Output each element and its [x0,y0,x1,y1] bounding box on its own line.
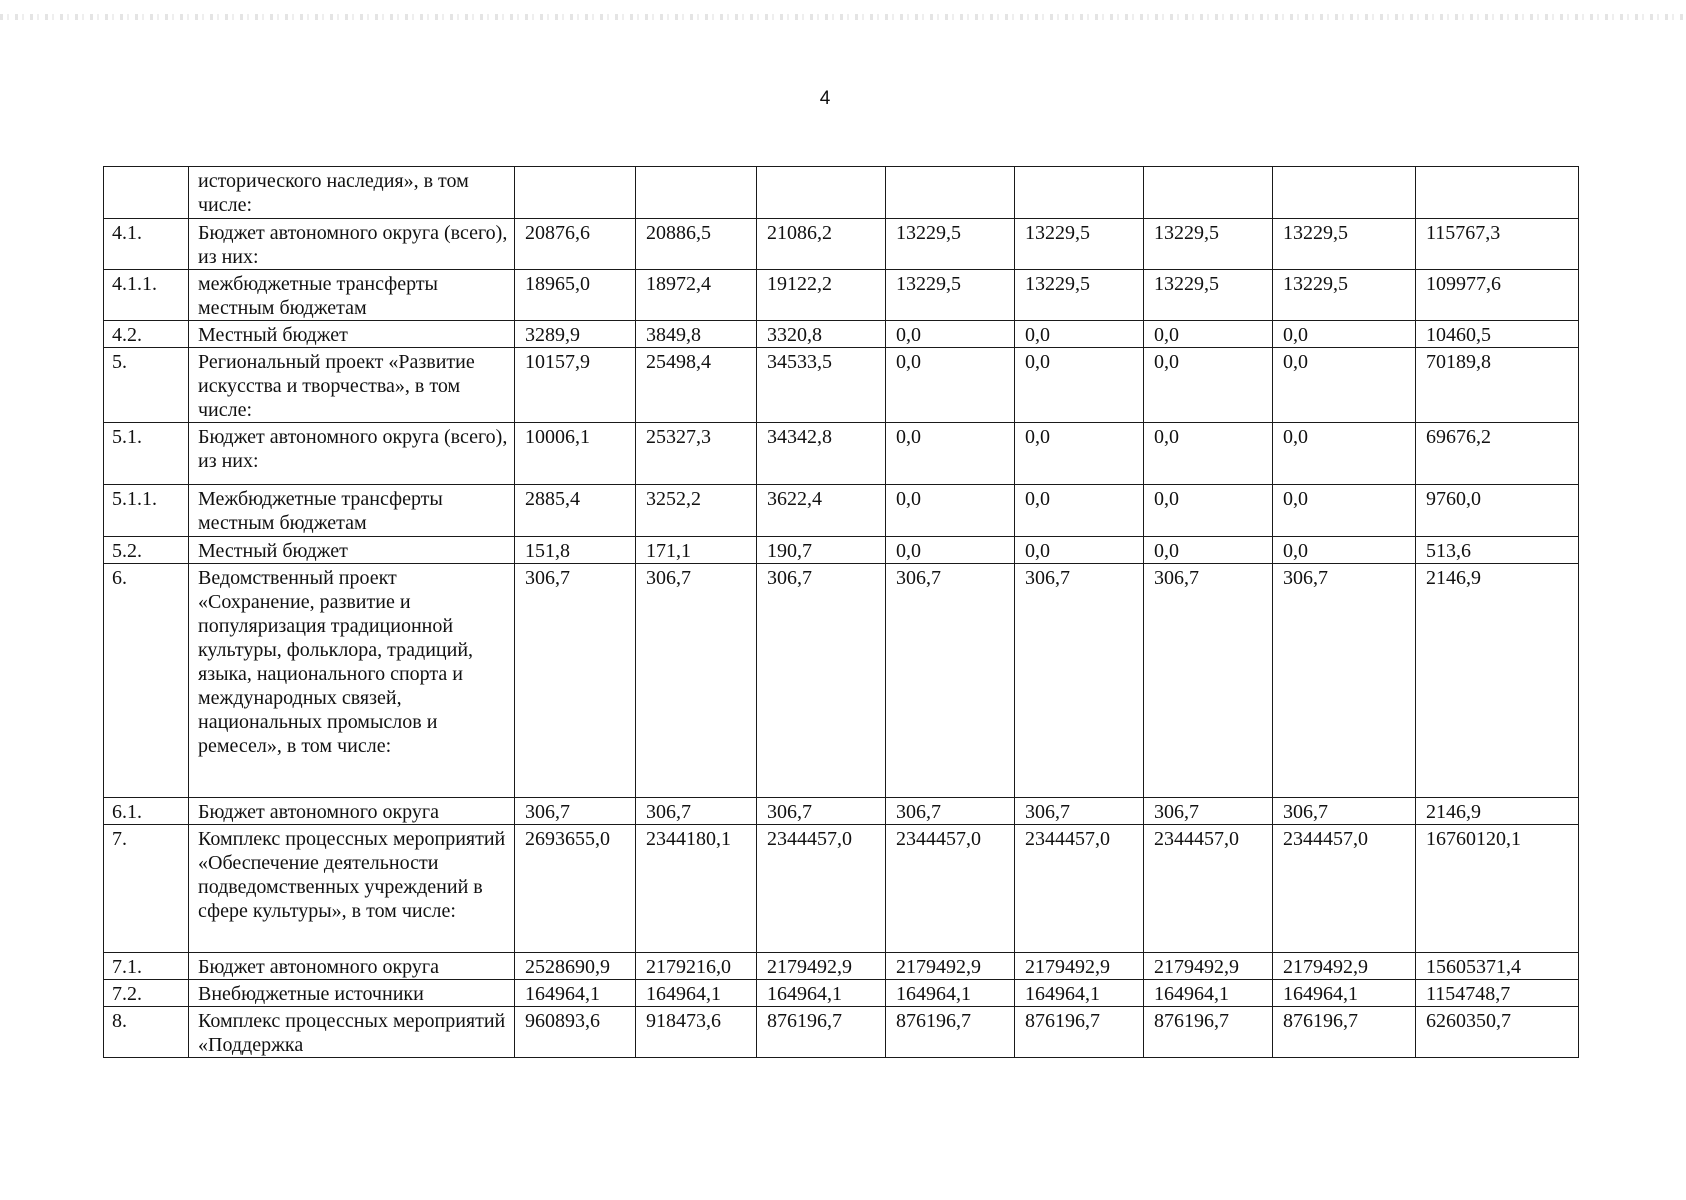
row-value-cell: 0,0 [1015,321,1144,348]
row-value-cell: 876196,7 [1273,1007,1416,1058]
row-value-cell: 306,7 [1144,564,1273,798]
row-value-cell: 0,0 [886,537,1015,564]
table-row [104,270,1579,321]
row-value-cell: 306,7 [636,564,757,798]
row-value-cell: 2179492,9 [757,953,886,980]
row-value-cell: 0,0 [1144,423,1273,485]
row-value-cell: 2179492,9 [1273,953,1416,980]
row-value-cell: 306,7 [757,798,886,825]
row-value-cell: 3252,2 [636,485,757,537]
row-name-cell: Межбюджетные трансферты местным бюджетам [189,485,515,537]
table-row [104,953,1579,980]
row-value-cell [1273,167,1416,219]
row-total-cell: 1154748,7 [1416,980,1579,1007]
row-value-cell: 164964,1 [757,980,886,1007]
row-value-cell: 0,0 [1273,348,1416,423]
budget-table [103,166,1579,1058]
row-value-cell: 0,0 [1144,537,1273,564]
row-total-cell: 16760120,1 [1416,825,1579,953]
row-value-cell: 34342,8 [757,423,886,485]
row-value-cell: 19122,2 [757,270,886,321]
row-value-cell: 2179216,0 [636,953,757,980]
row-value-cell: 3622,4 [757,485,886,537]
row-value-cell: 0,0 [1273,423,1416,485]
row-value-cell: 0,0 [1273,321,1416,348]
table-row [104,219,1579,270]
row-value-cell: 0,0 [1015,423,1144,485]
row-value-cell: 306,7 [886,564,1015,798]
row-value-cell: 13229,5 [1015,219,1144,270]
row-value-cell: 306,7 [515,564,636,798]
row-code-cell: 5. [104,348,189,423]
row-total-cell: 115767,3 [1416,219,1579,270]
row-value-cell [515,167,636,219]
row-value-cell: 20886,5 [636,219,757,270]
row-value-cell: 0,0 [886,485,1015,537]
row-name-cell: Комплекс процессных мероприятий «Обеспечение деятельности подведомственных учреждений в сфере культуры», в том числе: [189,825,515,953]
row-value-cell: 13229,5 [886,219,1015,270]
row-code-cell: 6.1. [104,798,189,825]
row-value-cell: 164964,1 [636,980,757,1007]
row-value-cell: 34533,5 [757,348,886,423]
table-row [104,798,1579,825]
row-value-cell: 306,7 [1144,798,1273,825]
row-value-cell: 164964,1 [1144,980,1273,1007]
row-name-cell: Внебюджетные источники [189,980,515,1007]
row-value-cell: 0,0 [886,321,1015,348]
row-value-cell: 13229,5 [1015,270,1144,321]
row-total-cell: 2146,9 [1416,564,1579,798]
table-row [104,485,1579,537]
row-name-cell: Бюджет автономного округа (всего), из них: [189,219,515,270]
row-value-cell [886,167,1015,219]
row-value-cell: 306,7 [757,564,886,798]
row-name-cell: исторического наследия», в том числе: [189,167,515,219]
row-value-cell: 0,0 [1273,537,1416,564]
row-value-cell: 2179492,9 [886,953,1015,980]
row-value-cell: 171,1 [636,537,757,564]
row-value-cell: 876196,7 [1015,1007,1144,1058]
row-value-cell: 0,0 [1015,537,1144,564]
row-value-cell [1144,167,1273,219]
row-value-cell: 2344457,0 [1015,825,1144,953]
row-name-cell: Комплекс процессных мероприятий «Поддержка [189,1007,515,1058]
row-value-cell: 21086,2 [757,219,886,270]
row-value-cell: 25327,3 [636,423,757,485]
row-value-cell: 164964,1 [515,980,636,1007]
row-value-cell: 18965,0 [515,270,636,321]
row-total-cell: 2146,9 [1416,798,1579,825]
table-row [104,980,1579,1007]
row-code-cell: 8. [104,1007,189,1058]
row-code-cell: 4.1. [104,219,189,270]
row-value-cell: 190,7 [757,537,886,564]
row-total-cell: 15605371,4 [1416,953,1579,980]
row-value-cell: 960893,6 [515,1007,636,1058]
row-total-cell: 9760,0 [1416,485,1579,537]
row-value-cell: 164964,1 [1015,980,1144,1007]
table-row [104,825,1579,953]
row-code-cell: 5.1. [104,423,189,485]
row-name-cell: Бюджет автономного округа [189,953,515,980]
row-code-cell: 5.2. [104,537,189,564]
row-value-cell: 0,0 [1015,348,1144,423]
row-name-cell: Бюджет автономного округа (всего), из них: [189,423,515,485]
table-row [104,167,1579,219]
row-value-cell: 2344457,0 [757,825,886,953]
row-code-cell: 4.2. [104,321,189,348]
row-value-cell: 306,7 [886,798,1015,825]
row-code-cell: 7.2. [104,980,189,1007]
row-value-cell: 2344457,0 [1273,825,1416,953]
page-number: 4 [819,88,831,109]
row-value-cell: 306,7 [1273,798,1416,825]
row-code-cell: 7. [104,825,189,953]
table-row [104,348,1579,423]
row-value-cell: 0,0 [1015,485,1144,537]
row-value-cell: 2885,4 [515,485,636,537]
row-code-cell [104,167,189,219]
table-row [104,423,1579,485]
row-value-cell: 918473,6 [636,1007,757,1058]
row-code-cell: 6. [104,564,189,798]
row-value-cell: 0,0 [1144,348,1273,423]
table-row [104,564,1579,798]
row-value-cell: 13229,5 [1144,219,1273,270]
row-value-cell: 876196,7 [886,1007,1015,1058]
table-body [104,167,1579,1058]
row-value-cell: 306,7 [515,798,636,825]
row-total-cell: 109977,6 [1416,270,1579,321]
row-value-cell: 876196,7 [1144,1007,1273,1058]
row-value-cell: 3849,8 [636,321,757,348]
row-total-cell: 6260350,7 [1416,1007,1579,1058]
table-row [104,537,1579,564]
scan-top-edge [0,14,1686,20]
row-value-cell [757,167,886,219]
row-name-cell: Ведомственный проект «Сохранение, развитие и популяризация традиционной культуры, фольклора, традиций, языка, национального спорта и международных связей, национальных промыслов и ремесел», в том числе: [189,564,515,798]
row-total-cell: 513,6 [1416,537,1579,564]
row-value-cell: 306,7 [636,798,757,825]
row-value-cell: 164964,1 [1273,980,1416,1007]
row-total-cell [1416,167,1579,219]
row-value-cell: 13229,5 [1273,270,1416,321]
row-code-cell: 5.1.1. [104,485,189,537]
row-value-cell [1015,167,1144,219]
row-value-cell: 10006,1 [515,423,636,485]
row-name-cell: Местный бюджет [189,537,515,564]
table-row [104,1007,1579,1058]
row-value-cell: 2693655,0 [515,825,636,953]
row-name-cell: Региональный проект «Развитие искусства и творчества», в том числе: [189,348,515,423]
row-value-cell: 0,0 [886,423,1015,485]
row-value-cell: 2344457,0 [1144,825,1273,953]
row-code-cell: 4.1.1. [104,270,189,321]
row-value-cell: 306,7 [1015,798,1144,825]
row-name-cell: межбюджетные трансферты местным бюджетам [189,270,515,321]
row-code-cell: 7.1. [104,953,189,980]
row-value-cell: 13229,5 [1273,219,1416,270]
row-value-cell: 0,0 [1144,485,1273,537]
row-value-cell: 3320,8 [757,321,886,348]
row-value-cell: 164964,1 [886,980,1015,1007]
row-value-cell: 2528690,9 [515,953,636,980]
row-value-cell: 20876,6 [515,219,636,270]
row-total-cell: 69676,2 [1416,423,1579,485]
row-value-cell: 0,0 [886,348,1015,423]
row-value-cell: 0,0 [1273,485,1416,537]
row-value-cell: 2179492,9 [1144,953,1273,980]
table-row [104,321,1579,348]
row-name-cell: Бюджет автономного округа [189,798,515,825]
row-value-cell: 876196,7 [757,1007,886,1058]
row-value-cell: 2344457,0 [886,825,1015,953]
row-value-cell: 151,8 [515,537,636,564]
row-value-cell: 0,0 [1144,321,1273,348]
row-value-cell: 3289,9 [515,321,636,348]
row-total-cell: 10460,5 [1416,321,1579,348]
row-value-cell: 2344180,1 [636,825,757,953]
row-value-cell: 13229,5 [1144,270,1273,321]
row-value-cell: 10157,9 [515,348,636,423]
row-value-cell: 13229,5 [886,270,1015,321]
row-value-cell: 18972,4 [636,270,757,321]
row-value-cell: 2179492,9 [1015,953,1144,980]
row-name-cell: Местный бюджет [189,321,515,348]
row-total-cell: 70189,8 [1416,348,1579,423]
row-value-cell: 306,7 [1273,564,1416,798]
row-value-cell: 25498,4 [636,348,757,423]
row-value-cell: 306,7 [1015,564,1144,798]
row-value-cell [636,167,757,219]
